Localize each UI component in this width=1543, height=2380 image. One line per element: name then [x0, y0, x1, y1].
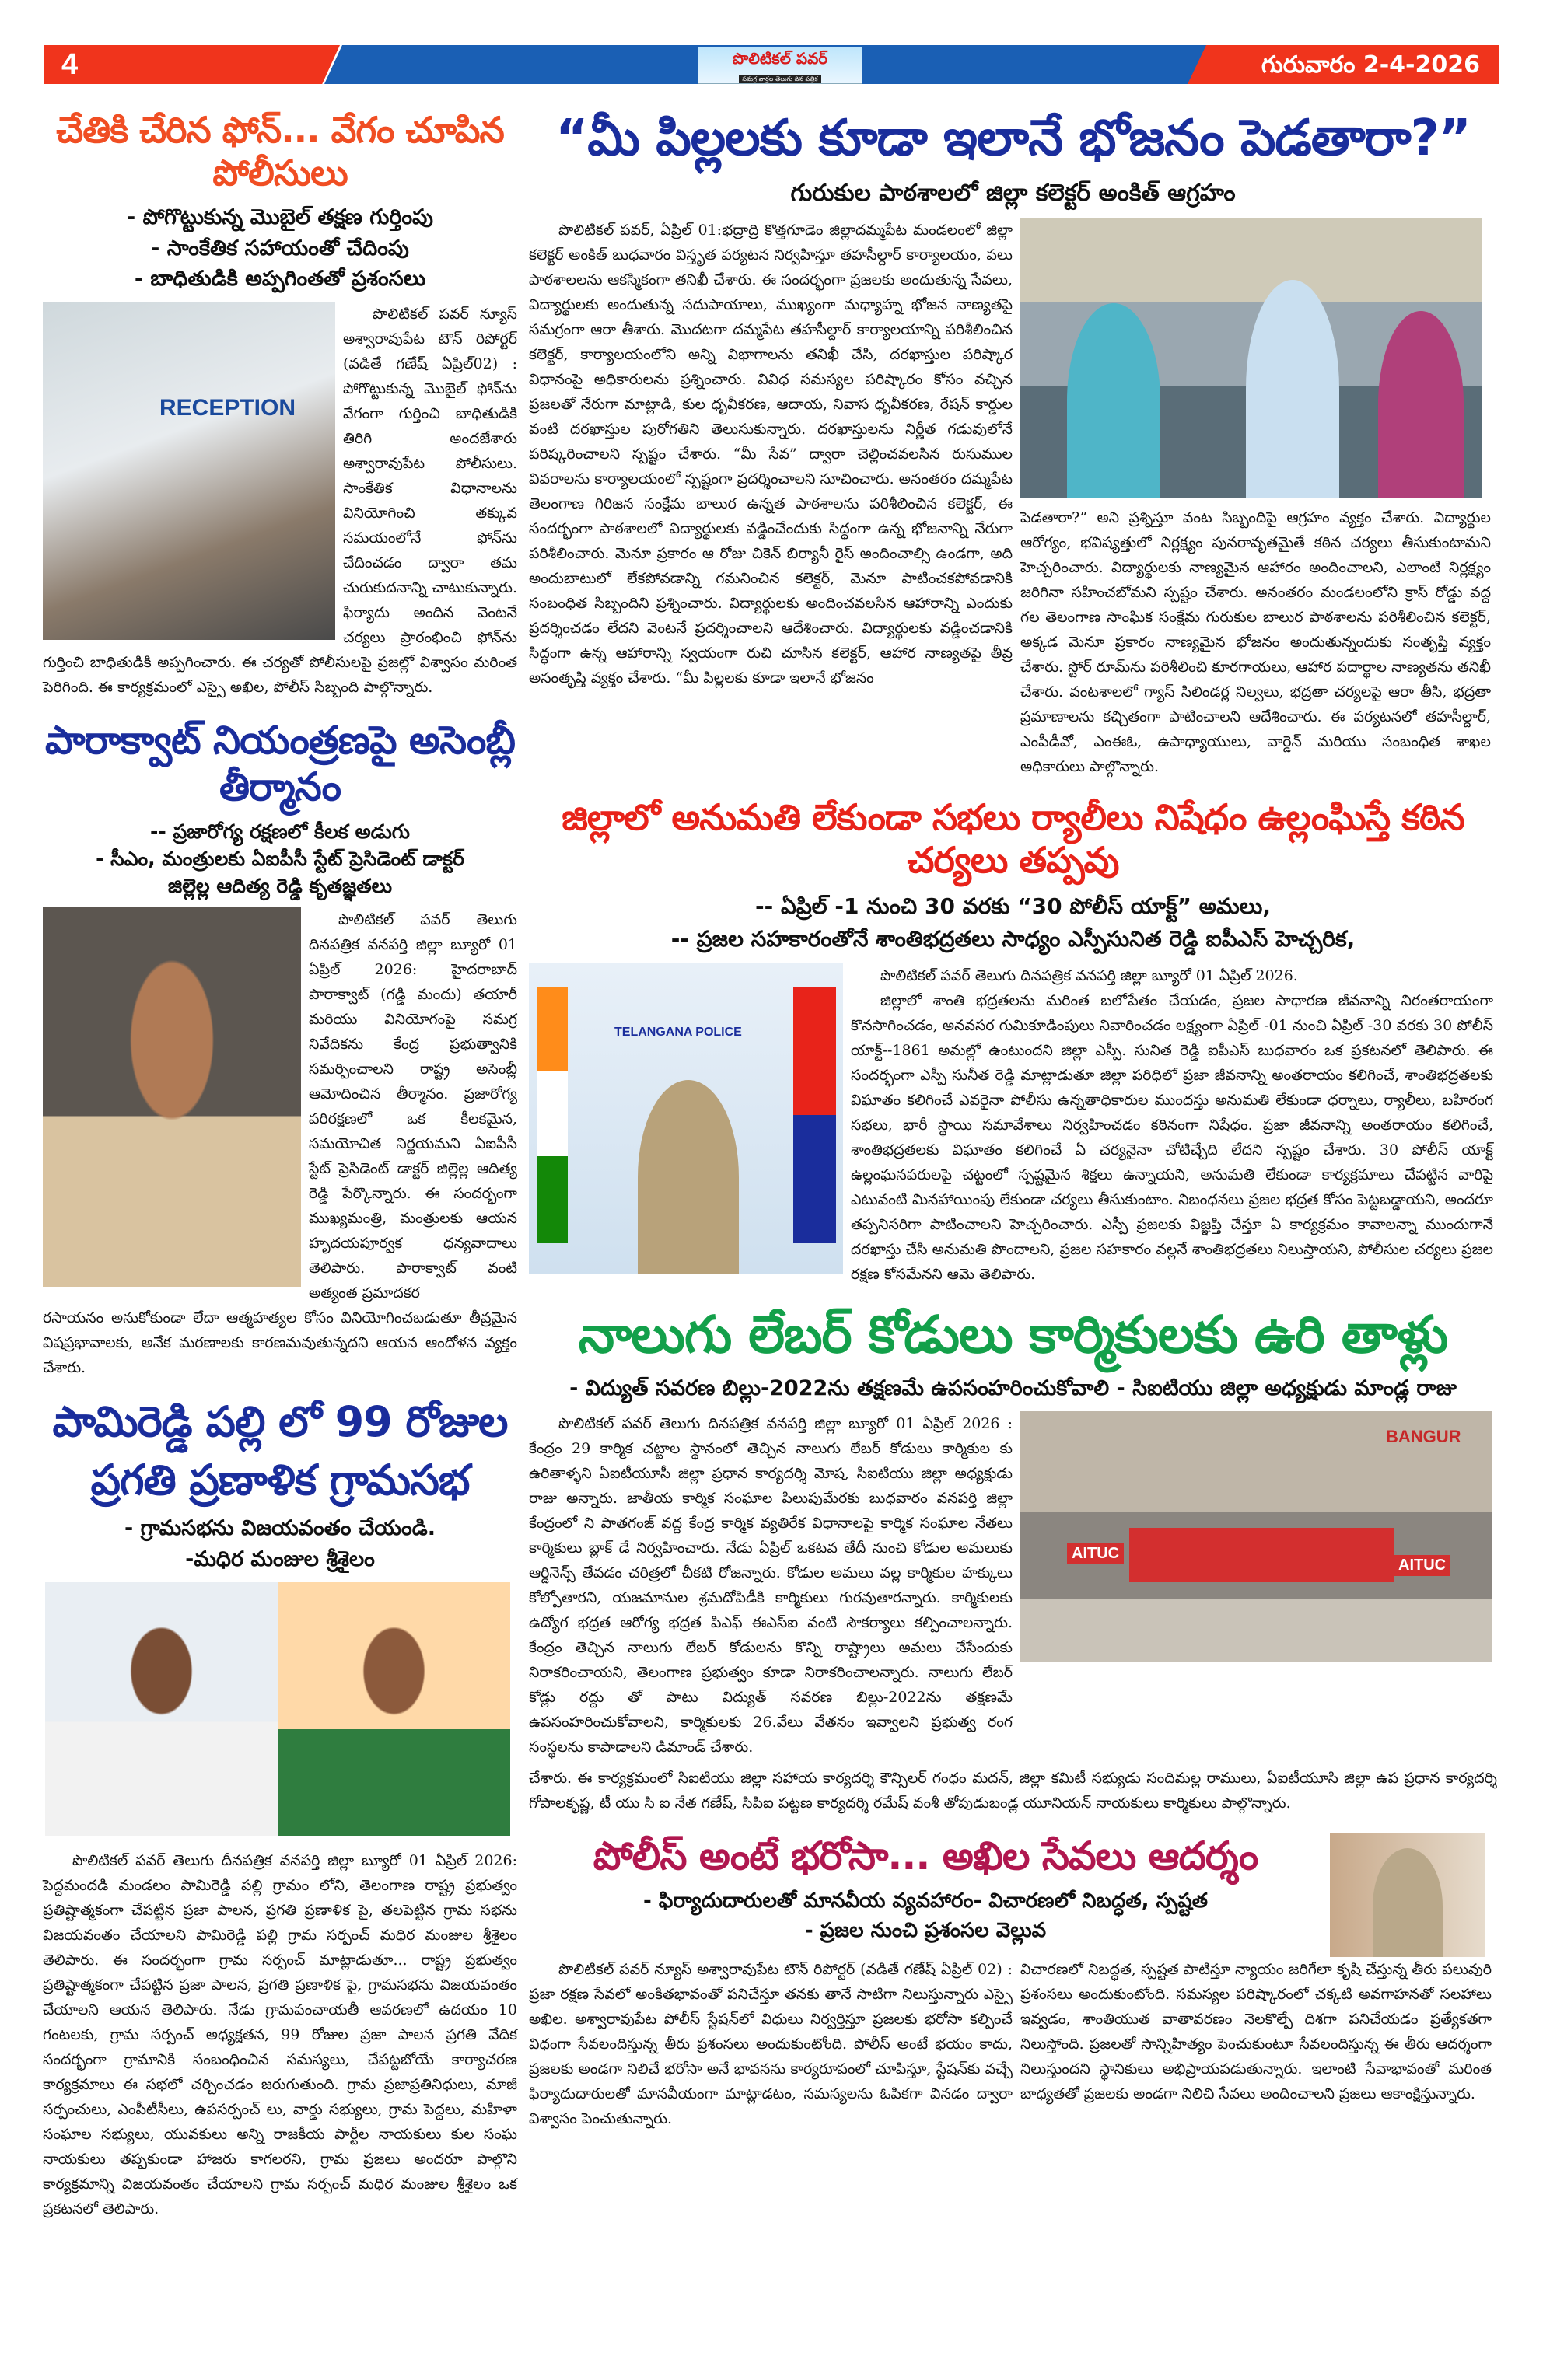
headline-labour-codes: నాలుగు లేబర్ కోడులు కార్మికులకు ఉరి తాళ్లు	[578, 1304, 1448, 1365]
story-phone	[43, 109, 517, 700]
body-labour: పొలిటికల్ పవర్ తెలుగు దినపత్రిక వనపర్తి జిల్లా బ్యూరో 01 ఏప్రిల్ 2026 : కేంద్రం 29 కార్మిక చట్టాల స్థానంలో తెచ్చిన నాలుగు లేబర్ కోడులు కార్మికుల కు ఉరితాళ్ళని ఏఐటీయూసీ జిల్లా ప్రధాన కార్యదర్శి మోష, సిఐటియు జిల్లా అధ్యక్షుడు రాజు అన్నారు. జాతీయ కార్మిక సంఘాల పిలుపుమేరకు బుధవారం వనపర్తి జిల్లా కేంద్రంలో ని పాతగంజ్ వద్ద కేంద్ర కార్మిక వ్యతిరేక విధానాలపై కార్మిక సంఘాల నేతలు కార్మికులు బ్లాక్ డే నిర్వహించారు. నేడు ఏప్రిల్ ఒకటవ తేదీ నుంచి కోడుల అమలుకు ఆర్డినెన్స్ తేవడం చరిత్రలో చీకటి రోజన్నారు. కోడుల అమలు వల్ల కార్మికుల హక్కులు కోల్పోతారని, యజమానుల శ్రమదోపిడీకి కార్మికులు గురవుతారన్నారు. కార్మికులకు ఉద్యోగ భద్రత ఆరోగ్య భద్రత పిఎఫ్ ఈఎస్ఐ వంటి సౌకర్యాలు కల్పించాలన్నారు. కేంద్రం తెచ్చిన నాలుగు లేబర్ కోడులను కొన్ని రాష్ట్రాలు అమలు చేసేందుకు నిరాకరించాయని, తెలంగాణ ప్రభుత్వం కూడా నిరాకరించాలన్నారు. నాలుగు లేబర్ కోడ్లు రద్దు తో పాటు విద్యుత్ సవరణ బిల్లు-2022ను తక్షణమే ఉపసంహరించుకోవాలని, కార్మికులకు 26.వేలు వేతనం ఇవ్వాలని ప్రభుత్వ రంగ సంస్థలను కాపాడాలని డిమాండ్ చేశారు.	[529, 1415, 1013, 1756]
story-gramasabha	[43, 1397, 517, 2221]
subhead: - బాధితుడికి అప్పగింతతో ప్రశంసలు	[134, 266, 426, 291]
body-parakat: పొలిటికల్ పవర్ తెలుగు దినపత్రిక వనపర్తి జిల్లా బ్యూరో 01 ఏప్రిల్ 2026: హైదరాబాద్ పారాక్వాట్ (గడ్డి మందు) తయారీ మరియు వినియోగంపై సమగ్ర నివేదికను కేంద్ర ప్రభుత్వానికి సమర్పించాలని రాష్ట్ర అసెంబ్లీ ఆమోదించిన తీర్మానం. ప్రజారోగ్య పరిరక్షణలో ఒక కీలకమైన, సమయోచిత నిర్ణయమని ఏఐపీసీ స్టేట్ ప్రెసిడెంట్ డాక్టర్ జిల్లెల్ల ఆదిత్య రెడ్డి పేర్కొన్నారు. ఈ సందర్భంగా ముఖ్యమంత్రి, మంత్రులకు ఆయన హృదయపూర్వక ధన్యవాదాలు తెలిపారు. పారాక్వాట్ వంటి అత్యంత ప్రమాదకర	[309, 910, 517, 1302]
photo-si-akhila	[1330, 1833, 1485, 1957]
subhead-collector: గురుకుల పాఠశాలలో జిల్లా కలెక్టర్ అంకిత్ ఆగ్రహం	[790, 179, 1236, 207]
photo-aditya-reddy	[43, 907, 301, 1287]
subheads-parakat	[43, 818, 517, 900]
story-akhila	[529, 1833, 1497, 2131]
subheads-akhila	[529, 1887, 1322, 1945]
collector-columns	[529, 218, 1497, 779]
photo-sign-text: RECEPTION	[159, 394, 296, 421]
subheads-phone	[43, 202, 517, 293]
right-column	[529, 109, 1497, 2148]
subhead: - గ్రామసభను విజయవంతం చేయండి.	[124, 1516, 436, 1541]
akhila-columns	[529, 1957, 1497, 2131]
police-act-text	[851, 963, 1493, 1287]
headline-phone: చేతికి చేరిన ఫోన్... వేగం చూపిన పోలీసులు	[56, 109, 504, 194]
protest-banner-text: AITUC	[1394, 1555, 1450, 1576]
page-header	[44, 45, 1499, 84]
dateline-police-act: పొలిటికల్ పవర్ తెలుగు దినపత్రిక వనపర్తి జిల్లా బ్యూరో 01 ఏప్రిల్ 2026.	[880, 966, 1298, 984]
labour-columns	[529, 1411, 1497, 1760]
subhead: -- ప్రజల సహకారంతోనే శాంతిభద్రతలు సాధ్యం ఎస్పీసునిత రెడ్డి ఐపీఎస్ హెచ్చరిక,	[670, 925, 1356, 952]
photo-sarpanch-couple	[45, 1582, 510, 1836]
body-police-act: జిల్లాలో శాంతి భద్రతలను మరింత బలోపేతం చేయడం, ప్రజల సాధారణ జీవనాన్ని నిరంతరాయంగా కొనసాగించడం, అనవసర గుమికూడింపులు నివారించడం లక్ష్యంగా ఏప్రిల్ -01 నుంచి ఏప్రిల్ -30 వరకు 30 పోలీస్ యాక్ట్--1861 అమల్లో ఉంటుందని జిల్లా ఎస్పీ. సునిత రెడ్డి ఐపీఎస్ బుధవారం ఒక ప్రకటనలో తెలిపారు. ఈ సందర్భంగా ఎస్పీ సునీత రెడ్డి మాట్లాడుతూ జిల్లా పరిధిలో ప్రజా జీవనాన్ని అంతరాయం కలిగించే, శాంతిభద్రతలకు విఘాతం కలిగించే ఎవరైనా పోలీసు ఉన్నతాధికారుల ముందస్తు అనుమతి లేకుండా ధర్నాలు, ర్యాలీలు, బహిరంగ సభలు, భారీ స్థాయి సమావేశాలు నిర్వహించడం కఠినంగా నిషేధం. ప్రజా జీవనాన్ని అంతరాయం కలిగించే, శాంతిభద్రతలకు విఘాతం కలిగించే ఏ చర్యనైనా చోటిచ్చేది లేదని స్పష్టం చేశారు. 30 పోలీస్ యాక్ట్ ఉల్లంఘనపరులపై చట్టంలో స్పష్టమైన శిక్షలు ఉన్నాయని, అనుమతి లేకుండా కార్యక్రమాలు చేపట్టిన వారిపై ఎటువంటి మినహాయింపు లేకుండా చర్యలు తీసుకుంటాం. నిబంధనలు ప్రజల భద్రత కోసం పెట్టబడ్డాయని, అందరూ తప్పనిసరిగా పాటించాలని హెచ్చరించారు. ఎస్పీ ప్రజలకు విజ్ఞప్తి చేస్తూ ఏ కార్యక్రమం కావాలన్నా ముందుగానే దరఖాస్తు చేసి అనుమతి పొందాలని, ప్రజల సహకారం వల్లనే శాంతిభద్రతలు నిలుస్తాయని, పోలీసుల చర్యలు ప్రజల రక్షణ కోసమేనని ఆమె తెలిపారు.	[851, 991, 1493, 1283]
body-labour-cont: చేశారు. ఈ కార్యక్రమంలో సిఐటియు జిల్లా సహాయ కార్యదర్శి కౌన్సిలర్ గంధం మదన్, జిల్లా కమిటీ సభ్యుడు సందిమల్ల రాములు, ఏఐటీయూసి జిల్లా ఉప ప్రధాన కార్యదర్శి గోపాలకృష్ణ, టీ యు సి ఐ నేత గణేష్, సిపిఐ పట్టణ కార్యదర్శి రమేష్ వంశీ తోపుడుబండ్ల యూనియన్ నాయకులు కార్మికులు పాల్గొన్నారు.	[529, 1770, 1497, 1812]
police-act-columns	[529, 963, 1497, 1287]
subheads-gramasabha	[43, 1513, 517, 1574]
page-number: 4	[61, 48, 79, 81]
photo-aituc-protest	[1020, 1411, 1492, 1662]
headline-gramasabha-2: ప్రగతి ప్రణాళిక గ్రామసభ	[90, 1455, 470, 1505]
headline-gramasabha-1: పామిరెడ్డి పల్లి లో 99 రోజుల	[52, 1396, 508, 1446]
body-collector: పొలిటికల్ పవర్, ఏప్రిల్ 01:భద్రాద్రి కొత్తగూడెం జిల్లాదమ్మపేట మండలంలో జిల్లా కలెక్టర్ అంకిత్ బుధవారం విస్తృత పర్యటన నిర్వహిస్తూ తహసీల్దార్ కార్యాలయం, పలు పాఠశాలలను ఆకస్మికంగా తనిఖీ చేశారు. ఈ సందర్భంగా ప్రజలకు అందుతున్న సేవలు, విద్యార్థులకు అందుతున్న సదుపాయాలు, ముఖ్యంగా మధ్యాహ్న భోజన నాణ్యతపై సమగ్రంగా ఆరా తీశారు. మొదటగా దమ్మపేట తహసీల్దార్ కార్యాలయాన్ని పరిశీలించిన కలెక్టర్, కార్యాలయంలోని అన్ని విభాగాలను తనిఖీ చేసి, దరఖాస్తుల పరిష్కార విధానంపై అధికారులను ప్రశ్నించారు. వివిధ సమస్యల పరిష్కారం కోసం వచ్చిన ప్రజలతో నేరుగా మాట్లాడి, కుల ధృవీకరణ, ఆదాయ, నివాస ధృవీకరణ, రేషన్ కార్డుల వంటి దరఖాస్తుల పురోగతిని తెలుసుకున్నారు. దరఖాస్తులను నిర్ణీత గడువులోనే పరిష్కరించాలని స్పష్టం చేశారు. “మీ సేవ” ద్వారా చెల్లించవలసిన రుసుముల వివరాలను కార్యాలయంలో స్పష్టంగా ప్రదర్శించాలని సూచించారు. అనంతరం దమ్మపేట తెలంగాణ గిరిజన సంక్షేమ బాలుర ఉన్నత పాఠశాలను పరిశీలించిన కలెక్టర్, ఈ సందర్భంగా పాఠశాలలో విద్యార్థులకు వడ్డించేందుకు సిద్ధంగా ఉన్న భోజనాన్ని నేరుగా పరిశీలించారు. మెనూ ప్రకారం ఆ రోజు చికెన్ బిర్యానీ రైస్ అందించాల్సి ఉండగా, అది అందుబాటులో లేకపోవడాన్ని గమనించిన కలెక్టర్, మెనూ పాటించకపోవడానికి సంబంధిత సిబ్బందిని ప్రశ్నించారు. విద్యార్థులకు అందించవలసిన ఆహారాన్ని ఎందుకు ప్రదర్శించడం లేదని వెంటనే ప్రదర్శించాలని ఆదేశించారు. విద్యార్థులకు వడ్డించడానికి సిద్ధంగా ఉన్న ఆహారాన్ని స్వయంగా రుచి చూసిన కలెక్టర్, ఆహార నాణ్యతపై తీవ్ర అసంతృప్తి వ్యక్తం చేశారు. “మీ పిల్లలకు కూడా ఇలానే భోజనం	[529, 222, 1013, 687]
story-collector	[529, 109, 1497, 779]
body-phone: పొలిటికల్ పవర్ న్యూస్ అశ్వారావుపేట టౌన్ రిపోర్టర్ (వడితే గణేష్ ఏప్రిల్02) : పోగొట్టుకున్న మొబైల్ ఫోన్‌ను వేగంగా గుర్తించి బాధితుడికి తిరిగి అందజేశారు అశ్వారావుపేట పోలీసులు. సాంకేతిక విధానాలను వినియోగించి తక్కువ సమయంలోనే ఫోన్‌ను చేదించడం ద్వారా తమ చురుకుదనాన్ని చాటుకున్నారు. ఫిర్యాదు అందిన వెంటనే చర్యలు ప్రారంభించి ఫోన్‌ను గుర్తించి బాధితుడికి అప్పగించారు. ఈ చర్యతో పోలీసులపై ప్రజల్లో విశ్వాసం మరింత పెరిగింది. ఈ కార్యక్రమంలో ఎస్సై అఖిల, పోలీస్ సిబ్బంది పాల్గొన్నారు.	[43, 305, 517, 696]
protest-banner-text: AITUC	[1067, 1543, 1124, 1564]
masthead-logo	[698, 47, 862, 84]
subhead: జిల్లెల్ల ఆదిత్య రెడ్డి కృతజ్ఞతలు	[167, 874, 393, 897]
photo-banner-text: TELANGANA POLICE	[614, 1025, 742, 1039]
akhila-header	[529, 1833, 1497, 1957]
masthead-tagline: సమగ్ర వార్తల తెలుగు దిన పత్రిక	[739, 75, 820, 84]
issue-date: గురువారం 2-4-2026	[1261, 51, 1480, 79]
subhead: - ఫిర్యాదుదారులతో మానవీయ వ్యవహారం- విచారణలో నిబద్ధత, స్పష్టత	[643, 1889, 1208, 1913]
headline-police-act: జిల్లాలో అనుమతి లేకుండా సభలు ర్యాలీలు నిషేధం ఉల్లంఘిస్తే కఠిన చర్యలు తప్పవు	[562, 796, 1464, 882]
masthead-title: పొలిటికల్ పవర్	[732, 49, 828, 68]
body-akhila: పొలిటికల్ పవర్ న్యూస్ అశ్వారావుపేట టౌన్ రిపోర్టర్ (వడితే గణేష్ ఏప్రిల్ 02) : ప్రజా రక్షణ సేవలో అంకితభావంతో పనిచేస్తూ తనకు తానే సాటిగా నిలుస్తున్నారు ఎస్సై అఖిల. అశ్వారావుపేట పోలీస్ స్టేషన్‌లో విధులు నిర్వర్తిస్తూ ప్రజలకు భరోసా కల్పించే విధంగా సేవలందిస్తున్న తీరు ప్రశంసలు అందుకుంటోంది. పోలీస్ అంటే భయం కాదు, ప్రజలకు అండగా నిలిచే భరోసా అనే భావనను కార్యరూపంలో చూపిస్తూ, స్టేషన్‌కు వచ్చే ఫిర్యాదుదారులతో మానవీయంగా మాట్లాడటం, సమస్యలను ఓపికగా వినడం ద్వారా విశ్వాసం పెంచుతున్నారు.	[529, 1961, 1013, 2127]
story-police-act	[529, 796, 1497, 1286]
subhead: - పోగొట్టుకున్న మొబైల్ తక్షణ గుర్తింపు	[127, 205, 433, 230]
akhila-titles	[529, 1833, 1322, 1953]
photo-police-handover	[43, 302, 335, 640]
subhead: -- ఏప్రిల్ -1 నుంచి 30 వరకు “30 పోలీస్ యాక్ట్” అమలు,	[755, 893, 1271, 919]
body-collector-cont: పెడతారా?” అని ప్రశ్నిస్తూ వంట సిబ్బందిపై ఆగ్రహం వ్యక్తం చేశారు. విద్యార్థుల ఆరోగ్యం, భవిష్యత్తులో నిర్లక్ష్యం పునరావృతమైతే కఠిన చర్యలు తీసుకుంటామని హెచ్చరించారు. విద్యార్థులకు నాణ్యమైన ఆహారం అందించాలని, ఎలాంటి నిర్లక్ష్యం జరిగినా సహించబోమని స్పష్టం చేశారు. అనంతరం మండలంలోని క్రాస్ రోడ్డు వద్ద గల తెలంగాణ సాంఘిక సంక్షేమ గురుకుల బాలుర పాఠశాలను పరిశీలించిన కలెక్టర్, అక్కడ మెనూ ప్రకారం నాణ్యమైన భోజనం అందుతున్నందుకు సంతృప్తి వ్యక్తం చేశారు. స్టోర్ రూమ్‌ను పరిశీలించి కూరగాయలు, ఆహార పదార్థాల నాణ్యతను తనిఖీ చేశారు. వంటశాలలో గ్యాస్ సిలిండర్ల నిల్వలు, భద్రతా చర్యలపై ఆరా తీసి, భద్రతా ప్రమాణాలను కచ్చితంగా పాటించాలని ఆదేశించారు. ఈ పర్యటనలో తహసీల్దార్, ఎంపీడీవో, ఎంఈఓ, ఉపాధ్యాయులు, వార్డెన్ మరియు సంబంధిత శాఖల అధికారులు పాల్గొన్నారు.	[1020, 509, 1491, 776]
subhead-labour: - విద్యుత్ సవరణ బిల్లు-2022ను తక్షణమే ఉపసంహరించుకోవాలి - సిఐటియు జిల్లా అధ్యక్షుడు మాండ్ల రాజు	[569, 1375, 1457, 1400]
subhead: -మధిర మంజుల శ్రీశైలం	[185, 1546, 375, 1571]
collector-right-column	[1020, 218, 1491, 779]
photo-shop-sign: BANGUR	[1386, 1427, 1461, 1446]
photo-sp-sunitha-reddy	[529, 963, 843, 1274]
headline-akhila: పోలీస్ అంటే భరోసా... అఖిల సేవలు ఆదర్శం	[593, 1833, 1258, 1878]
left-column	[43, 109, 517, 2238]
headline-collector: “మీ పిల్లలకు కూడా ఇలానే భోజనం పెడతారా?”	[555, 110, 1471, 167]
story-parakat	[43, 717, 517, 1380]
subhead: - ప్రజల నుంచి ప్రశంసల వెల్లువ	[804, 1918, 1047, 1942]
body-parakat-cont: రసాయనం అనుకోకుండా లేదా ఆత్మహత్యల కోసం వినియోగించబడుతూ తీవ్రమైన విషప్రభావాలకు, అనేక మరణాలకు కారణమవుతున్నదని ఆయన ఆందోళన వ్యక్తం చేశారు.	[43, 1309, 517, 1376]
body-gramasabha: పొలిటికల్ పవర్ తెలుగు దీనపత్రిక వనపర్తి జిల్లా బ్యూరో 01 ఏప్రిల్ 2026: పెద్దమందడి మండలం పామిరెడ్డి పల్లి గ్రామం లోని, తెలంగాణ రాష్ట్ర ప్రభుత్వం ప్రతిష్టాత్మకంగా చేపట్టిన ప్రజా పాలన, ప్రగతి ప్రణాళిక పై, తలపెట్టిన గ్రామ సభను విజయవంతం చేయాలని పామిరెడ్డి పల్లి గ్రామ సర్పంచ్ మధిర మంజుల శ్రీశైలం తెలిపారు. ఈ సందర్భంగా గ్రామ సర్పంచ్ మాట్లాడుతూ... రాష్ట్ర ప్రభుత్వం ప్రతిష్టాత్మకంగా చేపట్టిన ప్రజా పాలన, ప్రగతి ప్రణాళిక పై, గ్రామసభను విజయవంతం చేయాలని ఆయన తెలిపారు. నేడు గ్రామపంచాయతీ ఆవరణలో ఉదయం 10 గంటలకు, గ్రామ సర్పంచ్ అధ్యక్షతన, 99 రోజుల ప్రజా పాలన ప్రగతి వేదిక సందర్భంగా గ్రామానికి సంబంధించిన సమస్యలు, చేపట్టబోయే కార్యాచరణ కార్యక్రమాలు ఈ సభలో చర్చించడం జరుగుతుంది. గ్రామ ప్రజాప్రతినిధులు, మాజీ సర్పంచులు, ఎంపీటీసీలు, ఉపసర్పంచ్ లు, వార్డు సభ్యులు, గ్రామ పెద్దలు, మహిళా సంఘాల సభ్యులు, యువకులు అన్ని రాజకీయ పార్టీల నాయకులు కుల సంఘ నాయకులు తప్పకుండా హాజరు కాగలరని, గ్రామ ప్రజలు అందరూ పాల్గొని కార్యక్రమాన్ని విజయవంతం చేయాలని గ్రామ సర్పంచ్ మధిర మంజుల శ్రీశైలం ఒక ప్రకటనలో తెలిపారు.	[43, 1851, 517, 2217]
photo-collector-inspection	[1020, 218, 1482, 498]
subhead: - సీఎం, మంత్రులకు ఏఐపీసీ స్టేట్ ప్రెసిడెంట్ డాక్టర్	[96, 847, 464, 870]
story-labour	[529, 1304, 1497, 1816]
subhead: -- ప్రజారోగ్య రక్షణలో కీలక అడుగు	[150, 820, 410, 843]
header-red-left	[44, 45, 340, 84]
body-akhila-cont: విచారణలో నిబద్ధత, స్పష్టత పాటిస్తూ న్యాయం జరిగేలా కృషి చేస్తున్న తీరు పలువురి ప్రశంసలు అందుకుంటోంది. సమస్యల పరిష్కారంలో చక్కటి అవగాహనతో సలహాలు ఇవ్వడం, శాంతియుత వాతావరణం నెలకొల్పే దిశగా పనిచేయడం ప్రత్యేకతగా నిలుస్తోంది. ప్రజలతో సాన్నిహిత్యం పెంచుకుంటూ సేవలందిస్తున్న ఈ తీరు ఆదర్శంగా నిలుస్తుందని స్థానికులు అభిప్రాయపడుతున్నారు. ఇలాంటి సేవాభావంతో మరింత బాధ్యతతో ప్రజలకు అండగా నిలిచి సేవలు అందించాలని ప్రజలు ఆకాంక్షిస్తున్నారు.	[1020, 1961, 1492, 2102]
subhead: - సాంకేతిక సహాయంతో చేదింపు	[151, 236, 409, 260]
subheads-police-act	[529, 890, 1497, 956]
headline-parakat: పారాక్వాట్ నియంత్రణపై అసెంబ్లీ తీర్మానం	[45, 717, 515, 809]
